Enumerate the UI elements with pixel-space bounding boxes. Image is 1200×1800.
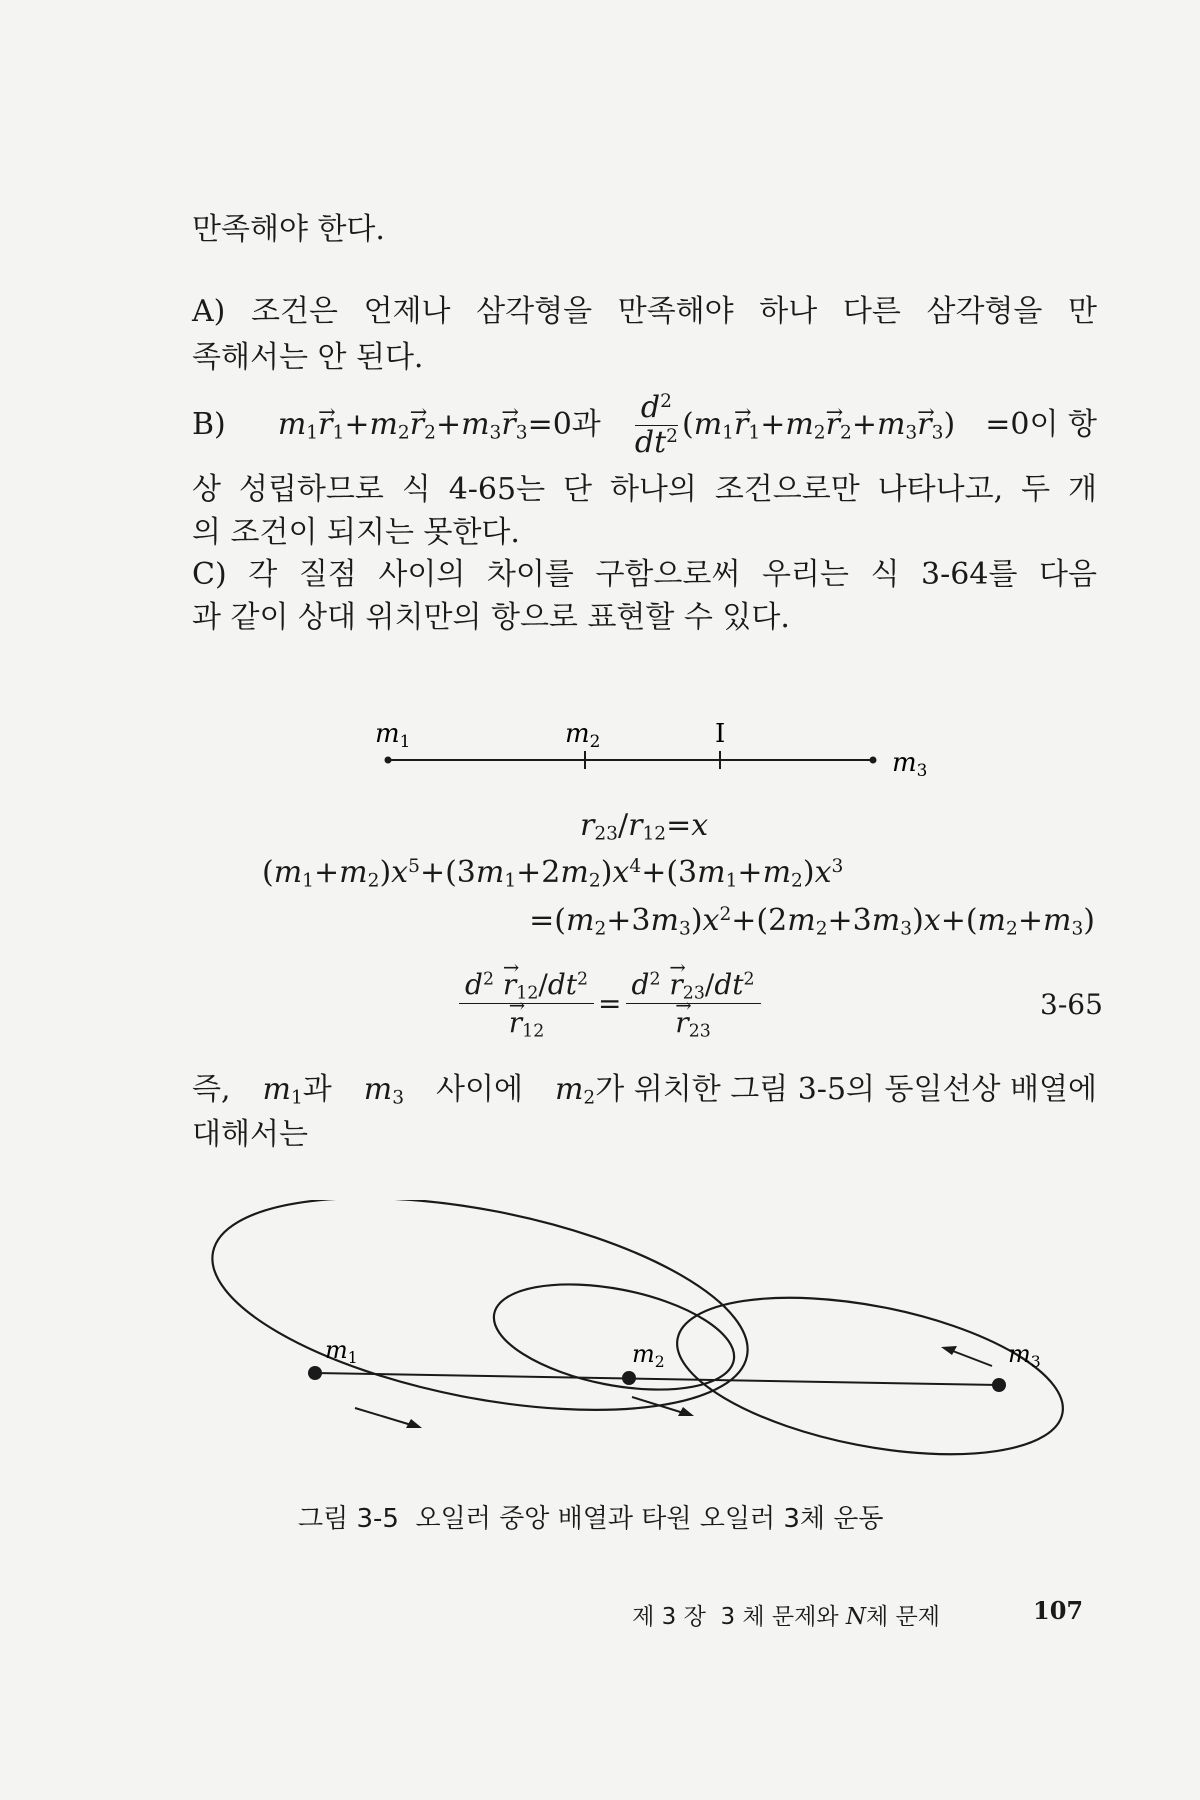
text-m2: $m_2$가 위치한 그림 3-5의 동일선상 배열에 [554,1072,1097,1109]
paragraph-b-line2: 상 성립하므로 식 4-65는 단 하나의 조건으로만 나타나고, 두 개 [192,472,1097,507]
fraction-d2-dt2: $\frac{d^2}{dt^2}$ [634,389,678,460]
fraction-r12: $d^2 \to r_{12}/dt^2$ → $r_{12}$ [459,968,594,1039]
paragraph-c-line1: C) 각 질점 사이의 차이를 구함으로써 우리는 식 3-64를 다음 [192,557,1097,592]
text-between: 사이에 [436,1072,523,1107]
euler-orbit-figure [200,1200,1070,1490]
label-m1: m1 [375,720,411,751]
equation-tail: =0과 [527,407,601,442]
arrow-m3-head [941,1346,957,1355]
paragraph-after-line1 [192,1072,1097,1109]
mass-m3 [992,1378,1006,1392]
running-footer [632,1598,940,1631]
paragraph-after-line2: 대해서는 [192,1117,308,1152]
footer-n: N [845,1604,867,1630]
label-m2: m2 [565,720,601,751]
figure-caption: 그림 3-5 오일러 중앙 배열과 타원 오일러 3체 운동 [298,1504,884,1534]
page-number: 107 [1033,1596,1084,1625]
label-b: B) [192,407,226,442]
text-m3: $m_3$ [363,1072,405,1109]
collinear-mass-diagram [370,720,950,790]
figure-label-m3: $m_3$ [1008,1340,1041,1371]
footer-chapter-tail: 체 문제 [866,1604,940,1630]
text-line: 만족해야 한다. [192,212,385,247]
figure-label-m1: $m_1$ [325,1336,358,1367]
inline-equation-sum: $m_1\to r_1+m_2\to r_2+m_3\to r_3=0$과 [278,410,601,440]
figure-label-m2: $m_2$ [632,1340,665,1371]
orbit-m2 [485,1267,743,1408]
equation-number: 3-65 [1040,988,1103,1021]
polynomial-lhs: $(m_1+m_2)x^5+(3m_1+2m_2)x^4+(3m_1+m_2)x^3$ [262,855,844,892]
text-conj: 과 [302,1072,332,1107]
paragraph-b-equation-line [192,389,1097,460]
inline-equation-second-derivative: $\frac{d^2}{dt^2}$ $(m_1\to r_1+m_2\to r_2+m_3\to r_3)$ [631,393,955,458]
mass-m2 [622,1371,636,1385]
label-center-of-mass: I [715,720,726,749]
mass-m1 [308,1366,322,1380]
text-m1-and-m3: $m_1$과 [262,1072,332,1109]
paragraph-a-line2: 족해서는 안 된다. [192,340,424,375]
paragraph-a-line1: A) 조건은 언제나 삼각형을 만족해야 하나 다른 삼각형을 만 [192,294,1097,329]
fraction-r23: $d^2 \to r_{23}/dt^2$ → $r_{23}$ [626,968,761,1039]
mass-point-m1 [385,757,392,764]
equation-tail-2: =0이 항 [985,407,1097,442]
ratio-equation: $r_{23}/r_{12}=x$ [580,808,709,845]
paragraph-b-line3: 의 조건이 되지는 못한다. [192,515,520,550]
text-rest: 가 위치한 그림 3-5의 동일선상 배열에 [595,1072,1097,1107]
label-m3: m3 [892,748,928,780]
orbit-m3 [664,1270,1070,1482]
collinear-line [315,1373,999,1385]
footer-chapter: 제 3 장 3 체 문제와 [632,1604,839,1630]
paragraph-c-line2: 과 같이 상대 위치만의 항으로 표현할 수 있다. [192,600,790,635]
paragraph-intro [192,212,1097,247]
equation-3-65: $d^2 \to r_{12}/dt^2$ → $r_{12}$ = $d^2 \to r_{23}/dt^2$ → $r_{23}$ [455,968,765,1039]
polynomial-rhs: $=(m_2+3m_3)x^2+(2m_2+3m_3)x+(m_2+m_3)$ [529,903,1095,940]
mass-point-m3 [870,757,877,764]
text-prefix: 즉, [192,1072,231,1107]
